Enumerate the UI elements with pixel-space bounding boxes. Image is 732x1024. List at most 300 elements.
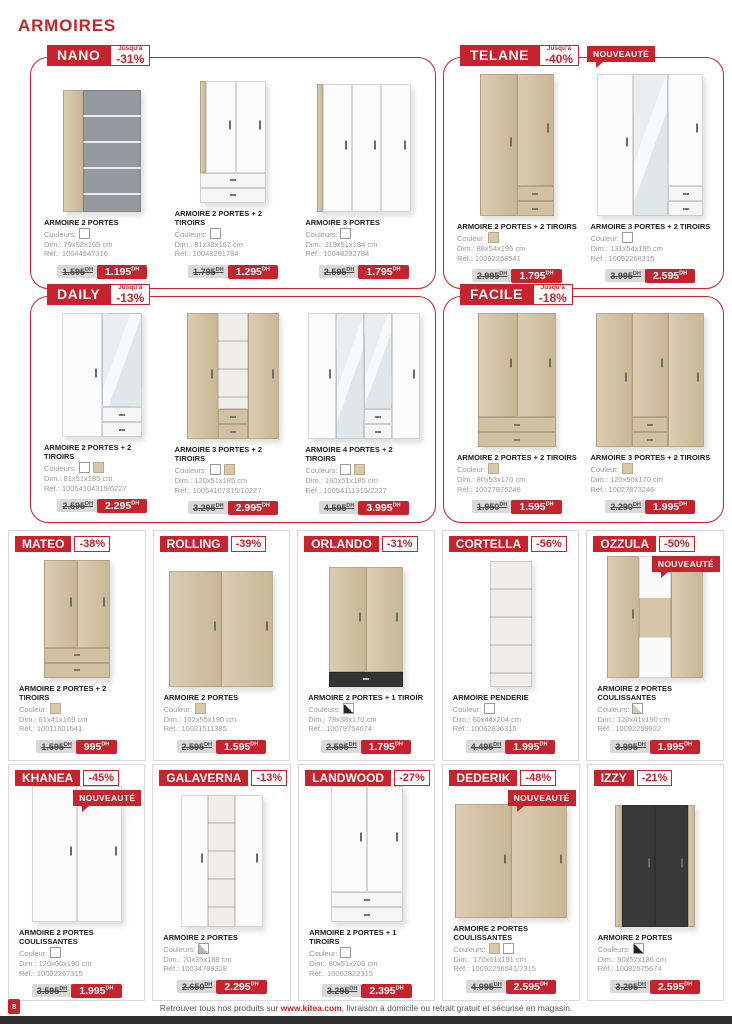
currency-label: DH <box>539 981 548 988</box>
wardrobe-door-face <box>187 313 218 439</box>
new-price: $1.795^{DH}$ <box>511 269 561 283</box>
product-title: ARMOIRE 2 PORTES <box>163 932 238 942</box>
wardrobe-door-column <box>331 786 367 892</box>
price-bar <box>42 496 163 514</box>
color-swatch-black-diag <box>343 703 354 714</box>
currency-label: DH <box>131 266 140 273</box>
product-row <box>8 764 724 1001</box>
wardrobe-drawer <box>517 186 554 201</box>
wardrobe-doors <box>331 786 403 892</box>
product-dimensions: Dim.: 80x53x170 cm <box>457 474 526 484</box>
old-price: $4.595^{DH}$ <box>319 501 359 514</box>
product-reference: Réf.: 10054111315/2227 <box>305 485 387 495</box>
door-handle-icon <box>103 598 105 607</box>
section-name-badge: MATEO <box>15 536 71 552</box>
discount-value: -31% <box>116 51 145 66</box>
section-products <box>37 74 429 282</box>
currency-label: DH <box>632 271 641 278</box>
section-izzy <box>587 764 724 1001</box>
wardrobe-door-column <box>480 74 517 216</box>
wardrobe-door-column <box>364 313 392 439</box>
wardrobe-door-face <box>668 313 704 447</box>
currency-label: DH <box>204 982 213 988</box>
wardrobe-door-face <box>517 313 556 417</box>
new-price: $1.995^{DH}$ <box>645 500 695 514</box>
wardrobe-doors <box>596 313 704 447</box>
price-bar <box>455 266 579 284</box>
product-tile <box>168 313 299 516</box>
product-reference: Réf.: 10027875246 <box>457 484 521 494</box>
wardrobe-door-column <box>62 313 102 437</box>
wardrobe-door-face <box>596 313 632 447</box>
door-handle-icon <box>504 854 506 863</box>
product-colors-line: Couleur: <box>19 947 136 959</box>
door-handle-icon <box>648 859 650 868</box>
currency-label: DH <box>63 742 72 748</box>
product-title: ARMOIRE 3 PORTES + 2 TIROIRS <box>174 445 262 463</box>
product-reference: Réf.: 10011601541 <box>19 724 83 734</box>
jusqua-label: Jusqu'à <box>118 45 143 52</box>
wardrobe-door-column <box>169 571 221 687</box>
wardrobe-door-face <box>511 804 567 918</box>
old-price: $4.995^{DH}$ <box>466 980 506 993</box>
wardrobe-image <box>329 567 403 687</box>
currency-label: DH <box>346 267 355 273</box>
wardrobe-image <box>607 556 703 678</box>
section-name-badge: IZZY <box>594 770 634 786</box>
wardrobe-door-column <box>478 313 517 417</box>
color-swatch-oak <box>50 703 61 714</box>
wardrobe-door-column <box>632 313 668 447</box>
wardrobe-doors <box>597 74 703 216</box>
wardrobe-image <box>308 313 420 439</box>
wardrobe-image <box>317 84 411 212</box>
section-cortella <box>442 530 580 761</box>
wardrobe-drawer-stack <box>331 892 403 922</box>
wardrobe-doors <box>329 567 403 672</box>
product-reference: Réf.: 10092267315 <box>19 968 83 978</box>
wardrobe-door-face <box>77 560 110 648</box>
product-image-area <box>17 786 136 927</box>
wardrobe-door-column <box>381 84 410 212</box>
door-handle-icon <box>510 358 512 367</box>
product-reference: Réf.: 10062836315 <box>452 724 517 734</box>
wardrobe-door-face <box>235 795 262 927</box>
wardrobe-door-column <box>218 313 249 439</box>
section-badge <box>305 770 431 786</box>
discount-badge: -13% <box>251 770 287 786</box>
product-tile <box>168 74 299 282</box>
currency-label: DH <box>349 986 358 993</box>
wardrobe-drawer <box>102 422 142 437</box>
product-reference: Réf.: 10062822315 <box>309 968 373 978</box>
wardrobe-door-face <box>517 74 554 186</box>
wardrobe-drawer <box>218 409 249 424</box>
wardrobe-door-column <box>206 81 236 173</box>
section-products <box>12 786 141 1001</box>
color-swatch-oak <box>224 464 235 475</box>
wardrobe-doors <box>169 571 273 687</box>
section-name-badge: KHANEA <box>15 770 80 786</box>
price-bar <box>17 981 136 999</box>
product-row <box>8 530 724 761</box>
section-name-badge: ROLLING <box>160 536 228 552</box>
product-dimensions: Dim.: 70x35x188 cm <box>163 954 232 964</box>
product-dimensions: Dim.: 61x41x169 cm <box>19 714 88 724</box>
wardrobe-door-column <box>323 84 352 212</box>
currency-label: DH <box>493 742 502 748</box>
product-reference: Réf.: 10092258541 <box>457 253 521 263</box>
product-dimensions: Dim.: 90x52x186 cm <box>597 954 667 964</box>
section-name-badge: ORLANDO <box>304 536 379 552</box>
product-reference: Réf.: 10054107315/10227 <box>174 485 262 495</box>
color-swatch-oak <box>622 463 633 474</box>
product-tile <box>591 786 720 997</box>
product-tile <box>590 552 720 757</box>
wardrobe-door-column <box>596 313 632 447</box>
product-tile <box>450 74 584 282</box>
door-handle-icon <box>374 141 376 150</box>
section-name-badge: DAILY <box>47 284 110 305</box>
product-dimensions: Dim.: 79x52x165 cm <box>44 239 113 249</box>
product-dimensions: Dim.: 160x51x185 cm <box>305 475 378 485</box>
product-colors-line: Couleurs: <box>598 943 715 955</box>
product-reference: Réf.: 10044947316 <box>44 249 108 259</box>
wardrobe-door-face <box>206 81 236 173</box>
product-image-area <box>162 552 282 692</box>
discount-badge: -45% <box>83 770 119 786</box>
new-price: $1.195^{DH}$ <box>97 265 147 279</box>
color-swatch-white-gray-diag <box>198 943 209 954</box>
section-products <box>302 786 431 1001</box>
wardrobe-door-column <box>336 313 364 439</box>
price-bar <box>303 262 424 280</box>
currency-label: DH <box>394 741 403 748</box>
wardrobe-door-column <box>63 90 83 212</box>
section-name-badge: LANDWOOD <box>305 770 391 786</box>
section-galaverna <box>152 764 291 1001</box>
new-price: $2.295^{DH}$ <box>216 980 266 994</box>
wardrobe-door-column <box>248 313 279 439</box>
currency-label: DH <box>539 741 548 748</box>
currency-label: DH <box>679 270 688 277</box>
product-colors-line: Couleurs: <box>305 464 424 476</box>
discount-value: -18% <box>538 290 567 305</box>
footer-text-before: Retrouver tous nos produits sur <box>159 1003 281 1013</box>
wardrobe-door-face <box>63 90 83 212</box>
wardrobe-door-column <box>32 786 77 922</box>
wardrobe-door-column <box>77 560 110 648</box>
currency-label: DH <box>215 503 224 510</box>
wardrobe-image <box>480 74 554 216</box>
section-products <box>156 786 287 997</box>
wardrobe-image <box>478 313 556 447</box>
section-khanea <box>8 764 145 1001</box>
color-swatch-oak <box>489 943 500 954</box>
door-handle-icon <box>259 120 261 129</box>
wardrobe-doors <box>187 313 279 439</box>
new-price: $1.995^{DH}$ <box>650 740 700 754</box>
discount-badge: -48% <box>520 770 556 786</box>
wardrobe-drawer <box>668 201 703 216</box>
product-reference: Réf.: 10048292784 <box>305 249 370 259</box>
discount-badge: -50% <box>659 536 695 552</box>
wardrobe-drawer <box>632 432 668 447</box>
section-facile <box>443 284 724 523</box>
wardrobe-door-face <box>248 313 279 439</box>
price-bar <box>17 737 137 755</box>
discount-badge: -31% <box>382 536 418 552</box>
wardrobe-door-column <box>671 556 703 678</box>
section-name-badge: TELANE <box>460 45 539 66</box>
wardrobe-door-column <box>517 313 556 417</box>
product-image-area <box>589 313 713 452</box>
wardrobe-drawer-stack <box>200 173 266 203</box>
product-image-area <box>306 552 426 692</box>
wardrobe-door-face <box>671 556 703 678</box>
product-image-area <box>17 552 137 683</box>
wardrobe-doors <box>607 556 703 678</box>
wardrobe-door-column <box>511 804 567 918</box>
color-swatch-oak <box>354 464 365 475</box>
wardrobe-doors <box>308 313 420 439</box>
wardrobe-door-face <box>329 567 366 672</box>
wardrobe-door-face <box>308 313 336 439</box>
door-handle-icon <box>549 358 551 367</box>
door-handle-icon <box>396 832 398 841</box>
wardrobe-image <box>490 561 532 687</box>
wardrobe-drawer <box>478 432 556 447</box>
product-title: ARMOIRE 2 PORTES <box>163 692 239 702</box>
product-title: ARMOIRE 2 PORTES COULISSANTES <box>453 923 528 942</box>
wardrobe-door-face <box>607 556 639 678</box>
product-title: ARMOIRE 3 PORTES <box>305 217 380 227</box>
currency-label: DH <box>395 985 404 992</box>
footer-text <box>0 1003 732 1013</box>
wardrobe-drawer <box>364 424 392 439</box>
product-title: ARMOIRE 3 PORTES + 2 TIROIRS <box>590 222 711 231</box>
product-dimensions: Dim.: 131x54x195 cm <box>590 243 664 253</box>
section-name-badge: CORTELLA <box>449 536 528 552</box>
product-colors-line: Couleurs: <box>305 228 424 240</box>
old-price: $1.595^{DH}$ <box>36 740 76 753</box>
product-dimensions: Dim.: 81x51x185 cm <box>44 473 113 483</box>
old-price: $3.295^{DH}$ <box>610 980 650 993</box>
wardrobe-doors <box>490 561 532 687</box>
new-price: $1.595^{DH}$ <box>511 500 561 514</box>
wardrobe-drawer <box>517 201 554 216</box>
wardrobe-door-column <box>208 795 235 927</box>
section-name-badge: GALAVERNA <box>159 770 248 786</box>
section-orlando <box>297 530 435 761</box>
wardrobe-drawer <box>478 417 556 432</box>
wardrobe-door-face <box>632 313 668 417</box>
wardrobe-door-face <box>655 805 688 927</box>
door-handle-icon <box>413 369 415 378</box>
wardrobe-drawer-stack <box>478 417 556 447</box>
jusqua-label: Jusqu'à <box>118 284 143 291</box>
wardrobe-drawer <box>331 892 403 907</box>
wardrobe-door-face <box>44 560 77 648</box>
currency-label: DH <box>59 986 68 993</box>
section-telane <box>443 45 724 289</box>
product-dimensions: Dim.: 102x55x190 cm <box>163 714 237 724</box>
section-badge <box>460 45 655 66</box>
wardrobe-door-face <box>615 805 622 927</box>
old-price: $2.595^{DH}$ <box>319 265 359 278</box>
door-handle-icon <box>681 859 683 868</box>
wardrobe-door-face <box>62 313 102 437</box>
product-image-area <box>173 74 294 208</box>
wardrobe-door-column <box>655 805 688 927</box>
door-handle-icon <box>404 141 406 150</box>
wardrobe-door-column <box>187 313 218 439</box>
currency-label: DH <box>131 500 140 507</box>
new-price: $2.395^{DH}$ <box>361 984 411 998</box>
old-price: $1.795^{DH}$ <box>188 265 228 278</box>
product-row <box>30 45 724 289</box>
product-title: ARMOIRE 2 PORTES + 2 TIROIRS <box>174 208 262 227</box>
wardrobe-door-column <box>367 786 403 892</box>
wardrobe-doors <box>181 795 263 927</box>
wardrobe-door-column <box>455 804 511 918</box>
color-swatch-white <box>340 947 351 958</box>
section-name-badge: OZZULA <box>593 536 656 552</box>
new-price: $2.595^{DH}$ <box>645 269 695 283</box>
wardrobe-drawer <box>102 407 142 422</box>
wardrobe-door-face <box>367 786 403 892</box>
new-price: $1.795^{DH}$ <box>358 265 408 279</box>
product-colors-line: Couleurs: <box>44 228 163 240</box>
section-badge <box>160 536 287 552</box>
wardrobe-door-face <box>181 795 208 927</box>
product-title: ARMOIRE 2 PORTES COULISSANTES <box>19 928 94 946</box>
section-products <box>450 74 717 282</box>
new-price: $995^{DH}$ <box>76 740 117 754</box>
wardrobe-door-column <box>44 560 77 648</box>
price-bar <box>589 266 713 284</box>
old-price: $2.995^{DH}$ <box>472 269 512 282</box>
wardrobe-door-face <box>336 313 364 439</box>
currency-label: DH <box>679 501 688 508</box>
discount-badge: -39% <box>231 536 267 552</box>
wardrobe-image <box>44 560 110 678</box>
wardrobe-drawer <box>44 663 110 678</box>
door-handle-icon <box>547 123 549 132</box>
product-tile <box>157 552 287 757</box>
wardrobe-door-face <box>633 74 668 216</box>
currency-label: DH <box>261 266 270 273</box>
currency-label: DH <box>392 502 401 509</box>
new-price: $1.795^{DH}$ <box>361 740 411 754</box>
wardrobe-door-face <box>331 786 367 892</box>
wardrobe-door-column <box>597 74 632 216</box>
currency-label: DH <box>261 502 270 509</box>
door-handle-icon <box>211 369 213 378</box>
section-products <box>591 786 720 997</box>
section-badge <box>304 536 431 552</box>
product-colors-line: Couleur: <box>591 232 713 244</box>
product-reference: Réf.: 10082575674 <box>597 964 662 974</box>
kitea-website-link[interactable]: www.kitea.com <box>280 1003 342 1013</box>
color-swatch-white <box>79 462 90 473</box>
product-tile <box>301 552 431 757</box>
new-price: $2.595^{DH}$ <box>506 980 556 994</box>
nouveaute-badge: NOUVEAUTÉ <box>508 790 576 806</box>
price-bar <box>451 737 571 755</box>
wardrobe-door-column <box>607 556 639 678</box>
old-price: $3.595^{DH}$ <box>32 984 72 997</box>
new-price: $2.995^{DH}$ <box>228 501 278 515</box>
price-bar <box>307 981 426 999</box>
section-rolling <box>153 530 291 761</box>
page-number-badge: 8 <box>8 999 20 1014</box>
section-products <box>446 786 575 997</box>
wardrobe-door-column <box>517 74 554 216</box>
currency-label: DH <box>499 502 508 509</box>
wardrobe-door-column <box>668 313 704 447</box>
product-tile <box>298 74 429 282</box>
product-reference: Réf.: 10079754674 <box>308 724 372 734</box>
currency-label: DH <box>101 741 110 748</box>
wardrobe-door-column <box>102 313 142 437</box>
product-reference: Réf.: 10027873246 <box>590 484 655 494</box>
product-colors-line: Couleurs: <box>308 703 426 715</box>
wardrobe-image <box>63 90 141 212</box>
product-title: ARMOIRE 2 PORTES + 2 TIROIRS <box>457 453 577 462</box>
door-handle-icon <box>95 368 97 377</box>
product-image-area <box>455 74 579 221</box>
wardrobe-door-column <box>688 805 695 927</box>
wardrobe-doors <box>480 74 554 216</box>
wardrobe-door-face <box>392 313 420 439</box>
wardrobe-drawer-stack <box>329 672 403 687</box>
wardrobe-image <box>596 313 704 447</box>
color-swatch-white <box>340 464 351 475</box>
wardrobe-door-column <box>615 805 622 927</box>
product-image-area <box>596 786 715 932</box>
door-handle-icon <box>560 854 562 863</box>
jusqua-label: Jusqu'à <box>546 45 572 52</box>
currency-label: DH <box>250 981 259 988</box>
currency-label: DH <box>348 742 357 748</box>
nouveaute-badge: NOUVEAUTÉ <box>73 790 141 806</box>
currency-label: DH <box>684 741 693 748</box>
nouveaute-badge: NOUVEAUTÉ <box>652 556 720 572</box>
product-tile <box>584 74 718 282</box>
wardrobe-door-column <box>622 805 655 927</box>
section-mateo <box>8 530 146 761</box>
product-tile <box>12 552 142 757</box>
wardrobe-door-column <box>352 84 381 212</box>
section-products <box>301 552 431 757</box>
product-dimensions: Dim.: 120x51x185 cm <box>174 475 248 485</box>
wardrobe-door-face <box>32 786 77 922</box>
discount-badge: -38% <box>74 536 110 552</box>
door-handle-icon <box>661 358 663 367</box>
wardrobe-door-face <box>597 74 632 216</box>
wardrobe-door-face <box>668 74 703 186</box>
currency-label: DH <box>632 502 641 509</box>
product-colors-line: Couleurs: <box>175 464 294 476</box>
product-title: ARMOIRE 2 PORTES + 1 TIROIR <box>308 692 423 702</box>
product-tile <box>156 786 287 997</box>
product-colors-line: Couleur: <box>457 463 579 475</box>
old-price: $2.595^{DH}$ <box>321 740 361 753</box>
currency-label: DH <box>250 741 259 748</box>
door-handle-icon <box>70 847 72 856</box>
door-handle-icon <box>272 369 274 378</box>
